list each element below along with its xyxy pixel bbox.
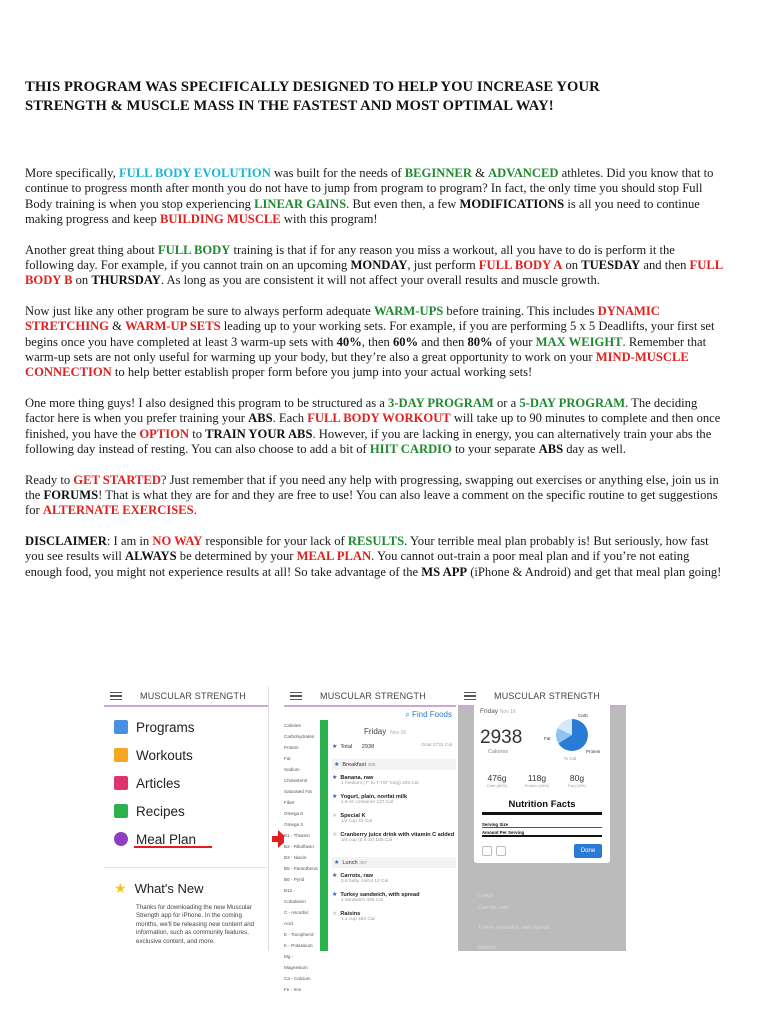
text-run: and then (418, 334, 468, 349)
food-serving: 1 sandwich 330 Cal (341, 898, 383, 903)
app-header (104, 687, 268, 707)
nutrition-summary-panel (458, 687, 626, 951)
paragraph-missed-workout (25, 243, 723, 289)
highlighted-text: 60% (392, 334, 419, 349)
text-run: , just perform (407, 258, 479, 273)
text-run: and then (640, 258, 690, 273)
text-run: on (562, 258, 582, 273)
nutrient-label: B1 - Thiamin (284, 833, 310, 838)
nutrient-label: E - Tocopherol (284, 932, 314, 937)
title-line-2: STRENGTH & MUSCLE MASS IN THE FASTEST AND MOST OPTIMAL WAY! (25, 98, 554, 114)
nutrient-label: B2 - Riboflavin (284, 844, 314, 849)
meal-section-breakfast[interactable] (332, 759, 456, 770)
macro-label: Fat (18%) (568, 783, 586, 788)
nutrition-facts-title: Nutrition Facts (482, 799, 602, 815)
nutrient-label: Calories (284, 723, 301, 728)
text-run: . But even then, a few (346, 196, 460, 211)
add-icon[interactable] (496, 846, 506, 856)
total-label: Total (340, 744, 353, 750)
list-item: Carrots, raw (478, 905, 508, 911)
title-line-1: THIS PROGRAM WAS SPECIFICALLY DESIGNED TO HELP YOU INCREASE YOUR (25, 79, 600, 95)
text-run: is all you need to continue making progress and keep (25, 196, 700, 227)
favorite-star-icon[interactable]: ★ (332, 794, 338, 800)
text-run: . You cannot out-train a poor meal plan and if you’re not eating enough food, you might not experience results at all! So take advantage of the (25, 549, 690, 579)
app-header (284, 687, 456, 707)
app-screenshots (104, 687, 626, 992)
highlighted-text: FULL BODY EVOLUTION (118, 166, 271, 180)
menu-item-label: Articles (136, 775, 181, 791)
meal-plan-underline (134, 846, 212, 848)
food-serving: 1/2 cup 43 Cal (341, 819, 372, 824)
highlighted-text: MONDAY (350, 258, 408, 273)
macro-label: Protein (16%) (524, 783, 550, 788)
food-row[interactable] (332, 812, 456, 824)
text-run: to your separate (451, 442, 539, 457)
meal-section-lunch[interactable] (332, 857, 456, 868)
app-header-title: MUSCULAR STRENGTH (140, 691, 246, 701)
amount-per-serving-label: Amount Per Serving (482, 830, 602, 837)
highlighted-text: NO WAY (152, 533, 203, 548)
highlighted-text: DISCLAIMER (25, 533, 107, 548)
nutrient-list (284, 720, 318, 995)
paragraph-warmups (25, 304, 723, 381)
whats-new-label: What's New (134, 881, 204, 896)
macro-fat (562, 773, 592, 788)
text-run: ! That is what they are for and they are free to use! You can also leave a comment on the specific routine to get suggestions for (25, 487, 718, 518)
text-run: day as well. (563, 442, 627, 457)
menu-item-label: Workouts (136, 747, 193, 763)
nutrient-label: B12 - Cobalamin (284, 888, 306, 904)
highlighted-text: TUESDAY (581, 258, 641, 273)
star-icon: ★ (334, 762, 340, 768)
menu-item-recipes[interactable] (114, 797, 268, 825)
list-item: Raisins (478, 945, 497, 951)
food-serving: 3/4 cup (6 fl oz) 105 Cal (341, 838, 392, 843)
calories-value: 2938 (480, 727, 523, 748)
text-run: . Remember that warm-up sets are not only useful for warming up your body, but they’re also a great opportunity to work on your (25, 334, 707, 365)
day-label: Friday (364, 727, 387, 736)
highlighted-text: FULL BODY B (25, 258, 723, 288)
nutrient-label: Saturated Fat (284, 789, 312, 794)
text-run: . (193, 503, 197, 518)
text-run: will take up to 90 minutes to complete and then once finished, you have the (25, 411, 721, 441)
nutrient-label: B6 - Pyrid (284, 877, 305, 882)
nutrient-label: C - Ascorbic Acid (284, 910, 309, 926)
document (25, 78, 723, 580)
text-run: Another great thing about (25, 242, 158, 257)
app-header-title: MUSCULAR STRENGTH (494, 691, 600, 701)
text-run: responsible for your lack of (202, 533, 348, 548)
page-title (25, 78, 723, 116)
menu-item-programs[interactable] (114, 713, 268, 741)
paragraph-disclaimer (25, 534, 723, 580)
calories-label: Calories (488, 749, 509, 755)
highlighted-text: FULL BODY WORKOUT (307, 411, 451, 426)
macro-label: Carb (66%) (486, 783, 508, 788)
nutrient-label: Protein (284, 745, 299, 750)
star-icon: ★ (332, 744, 338, 750)
food-name: Banana, raw (340, 775, 374, 781)
whats-new-heading (114, 880, 204, 897)
highlighted-text: BUILDING MUSCLE (160, 212, 281, 227)
text-run: Ready to (25, 472, 74, 487)
text-run: One more thing guys! I also designed this program to be structured as a (25, 395, 389, 410)
food-row[interactable] (332, 774, 456, 786)
food-row[interactable] (332, 831, 456, 843)
summary-date (480, 708, 516, 715)
highlighted-text: THURSDAY (91, 273, 161, 288)
macro-carb (482, 773, 512, 788)
summary-card (474, 703, 610, 863)
dumbbell-icon (114, 748, 128, 762)
highlighted-text: FORUMS (43, 487, 99, 502)
highlighted-text: MS APP (421, 564, 468, 579)
macro-value: 80g (569, 773, 585, 783)
goal-label: Goal 2731 Cal (421, 743, 452, 748)
highlighted-text: 40% (336, 334, 362, 349)
food-row[interactable] (332, 793, 456, 805)
articles-icon (114, 776, 128, 790)
text-run: : I am in (106, 533, 153, 548)
hamburger-menu-icon[interactable] (290, 692, 302, 700)
date-label: Nov 16 (499, 709, 516, 715)
list-item: Lunch (478, 893, 493, 899)
recipes-icon (114, 804, 128, 818)
nutrient-label: K - Potassium (284, 943, 313, 948)
menu-item-label: Recipes (136, 803, 185, 819)
text-run: training is that if for any reason you miss a workout, all you have to do is perform it the following day. For example, if you cannot train on an upcoming (25, 242, 675, 273)
nutrient-label: Sodium (284, 767, 300, 772)
document-icon (114, 720, 128, 734)
food-name: Cranberry juice drink with vitamin C added (340, 832, 455, 838)
food-diary-panel (284, 687, 456, 992)
nutrient-label: Carbohydrates (284, 734, 315, 739)
paragraph-intro (25, 166, 723, 228)
highlighted-text: MODIFICATIONS (459, 196, 565, 211)
text-run: be determined by your (176, 549, 297, 564)
text-run: of your (492, 334, 536, 349)
total-value: 2938 (361, 744, 375, 750)
meal-section-label: Breakfast (342, 762, 368, 768)
menu-item-label: Meal Plan (136, 831, 197, 847)
text-run: . As long as you are consistent it will not affect your overall results and muscle growth. (160, 273, 600, 288)
favorite-star-icon[interactable]: ★ (332, 775, 338, 781)
food-name: Raisins (340, 911, 361, 917)
macro-pie-chart (556, 719, 588, 751)
nutrient-label: B3 - Niacin (284, 855, 307, 860)
text-run: to (189, 426, 206, 441)
text-run: Now just like any other program be sure to always perform adequate (25, 303, 375, 318)
nutrient-label: Ca - Calcium (284, 976, 311, 981)
text-run: before training. This includes (443, 303, 598, 318)
highlighted-text: MIND-MUSCLE CONNECTION (25, 350, 689, 380)
nutrient-label: Omega 6 (284, 811, 303, 816)
food-serving: 2.8 baby carrot 12 Cal (341, 879, 389, 884)
whats-new-body: Thanks for downloading the new Muscular Strength app for iPhone. In the coming months, we'll be releasing new content and information, such as community features, exclusive content, and more. (136, 904, 255, 945)
highlighted-text: ALTERNATE EXERCISES (42, 503, 194, 518)
search-icon: ⌕ (405, 710, 412, 719)
pie-label-carb: Carb (578, 713, 588, 718)
serving-size-label: Serving Size (482, 822, 602, 828)
highlighted-text: FULL BODY (157, 242, 231, 257)
meal-section-calories: 386 (367, 763, 376, 768)
menu-item-meal-plan[interactable] (114, 825, 268, 853)
text-run: . Each (272, 411, 308, 426)
nutrient-label: Fe - Iron (284, 987, 302, 992)
apple-icon (114, 832, 128, 846)
divider (104, 867, 269, 868)
highlighted-text: FULL BODY A (478, 258, 563, 273)
nutrient-label: Cholesterol (284, 778, 308, 783)
favorite-star-icon[interactable]: ★ (332, 911, 338, 917)
food-serving: 1.1 cup 493 Cal (341, 917, 375, 922)
text-run: & (108, 319, 126, 334)
find-foods-label: Find Foods (411, 710, 452, 719)
hamburger-menu-icon[interactable] (110, 692, 122, 700)
highlighted-text: 80% (467, 334, 493, 349)
highlighted-text: TRAIN YOUR ABS (205, 426, 313, 441)
menu-item-label: Programs (136, 719, 195, 735)
text-run: . The deciding factor here is when you prefer training your (25, 395, 698, 426)
highlighted-text: MAX WEIGHT (535, 334, 623, 349)
food-name: Yogurt, plain, nonfat milk (340, 794, 408, 800)
highlighted-text: LINEAR GAINS (254, 196, 347, 211)
food-serving: 1.6 oz container 127 Cal (341, 800, 393, 805)
find-foods-link[interactable] (405, 710, 452, 720)
pie-label-protein: Protein (586, 749, 601, 754)
app-header-title: MUSCULAR STRENGTH (320, 691, 426, 701)
food-row[interactable] (332, 910, 456, 922)
list-item: Turkey sandwich, with spread (478, 925, 551, 931)
pie-label-fat: Fat (544, 736, 551, 741)
main-menu (104, 713, 268, 853)
highlighted-text: ABS (248, 411, 273, 426)
text-run: to help better establish proper form before you jump into your actual working sets! (111, 365, 533, 380)
paragraph-get-started (25, 473, 723, 519)
nutrient-label: Fat (284, 756, 291, 761)
favorite-star-icon[interactable]: ★ (332, 813, 338, 819)
hamburger-menu-icon[interactable] (464, 692, 476, 700)
text-run: & (471, 166, 489, 180)
diary-date (364, 727, 406, 736)
highlighted-text: BEGINNER (404, 166, 472, 180)
highlighted-text: MEAL PLAN (296, 549, 372, 564)
date-label: Nov 16 (390, 730, 407, 736)
food-name: Special K (340, 813, 366, 819)
food-row[interactable] (332, 872, 456, 884)
text-run: , then (361, 334, 393, 349)
highlighted-text: DYNAMIC STRETCHING (25, 303, 660, 334)
text-run: . However, if you are lacking in energy, you can alternatively train your abs the following day instead of resting. You can also choose to add a bit of (25, 426, 712, 457)
highlighted-text: OPTION (139, 426, 190, 441)
highlighted-text: 5-DAY PROGRAM (519, 395, 626, 410)
text-run: (iPhone & Android) and get that meal plan going! (467, 564, 722, 579)
macro-value: 118g (527, 773, 547, 783)
text-run: ? Just remember that if you need any help with progressing, swapping out exercises or anything else, join us in the (25, 472, 719, 502)
highlighted-text: WARM-UPS (374, 303, 444, 318)
highlighted-text: 3-DAY PROGRAM (388, 395, 494, 410)
day-label: Friday (480, 708, 499, 715)
highlighted-text: GET STARTED (73, 472, 161, 487)
meal-section-label: Lunch (342, 860, 360, 866)
food-name: Carrots, raw (340, 873, 374, 879)
pct-cal-label: % Cal (564, 756, 577, 761)
star-icon: ★ (114, 880, 127, 896)
text-run: More specifically, (25, 166, 119, 180)
highlighted-text: HIIT CARDIO (369, 442, 452, 457)
favorite-star-icon[interactable]: ★ (332, 873, 338, 879)
text-run: leading up to your working sets. For example, if you are performing 5 x 5 Deadlifts, your first set begins once you have completed at least 3 warm-up sets with (25, 319, 715, 349)
star-icon[interactable] (482, 846, 492, 856)
highlighted-text: ALWAYS (125, 549, 177, 564)
meal-section-calories: 367 (359, 861, 368, 866)
text-run: athletes. Did you know that to continue to progress month after month you do not have to jump from program to program? In fact, the only time you should stop Full Body training is when you stop experiencing (25, 166, 714, 211)
total-row (332, 743, 456, 750)
star-icon: ★ (334, 860, 340, 866)
nutrient-label: B5 - Pantothenic (284, 866, 318, 871)
nutrient-label: Omega 3 (284, 822, 303, 827)
food-row[interactable] (332, 891, 456, 903)
menu-item-articles[interactable] (114, 769, 268, 797)
text-run: on (72, 273, 92, 288)
food-serving: 1 medium (7" to 7-7/8" long) 105 Cal (341, 781, 419, 786)
highlighted-text: ABS (538, 442, 564, 457)
text-run: was built for the needs of (270, 166, 405, 180)
text-run: or a (493, 395, 520, 410)
highlighted-text: RESULTS (347, 533, 405, 548)
app-menu-panel (104, 687, 269, 951)
nutrient-label: Mg - Magnesium (284, 954, 308, 970)
done-button[interactable]: Done (574, 844, 602, 858)
favorite-star-icon[interactable]: ★ (332, 832, 338, 838)
favorite-star-icon[interactable]: ★ (332, 892, 338, 898)
nutrient-label: Fiber (284, 800, 295, 805)
paragraph-program-structure (25, 396, 723, 458)
food-name: Turkey sandwich, with spread (340, 892, 420, 898)
highlighted-text: ADVANCED (488, 166, 559, 180)
macro-protein (522, 773, 552, 788)
menu-item-workouts[interactable] (114, 741, 268, 769)
highlighted-text: WARM-UP SETS (125, 319, 221, 334)
text-run: . Your terrible meal plan probably is! But seriously, how fast you see results will (25, 533, 709, 564)
macro-value: 476g (487, 773, 507, 783)
text-run: with this program! (280, 212, 378, 227)
nutrient-bar (320, 720, 328, 951)
